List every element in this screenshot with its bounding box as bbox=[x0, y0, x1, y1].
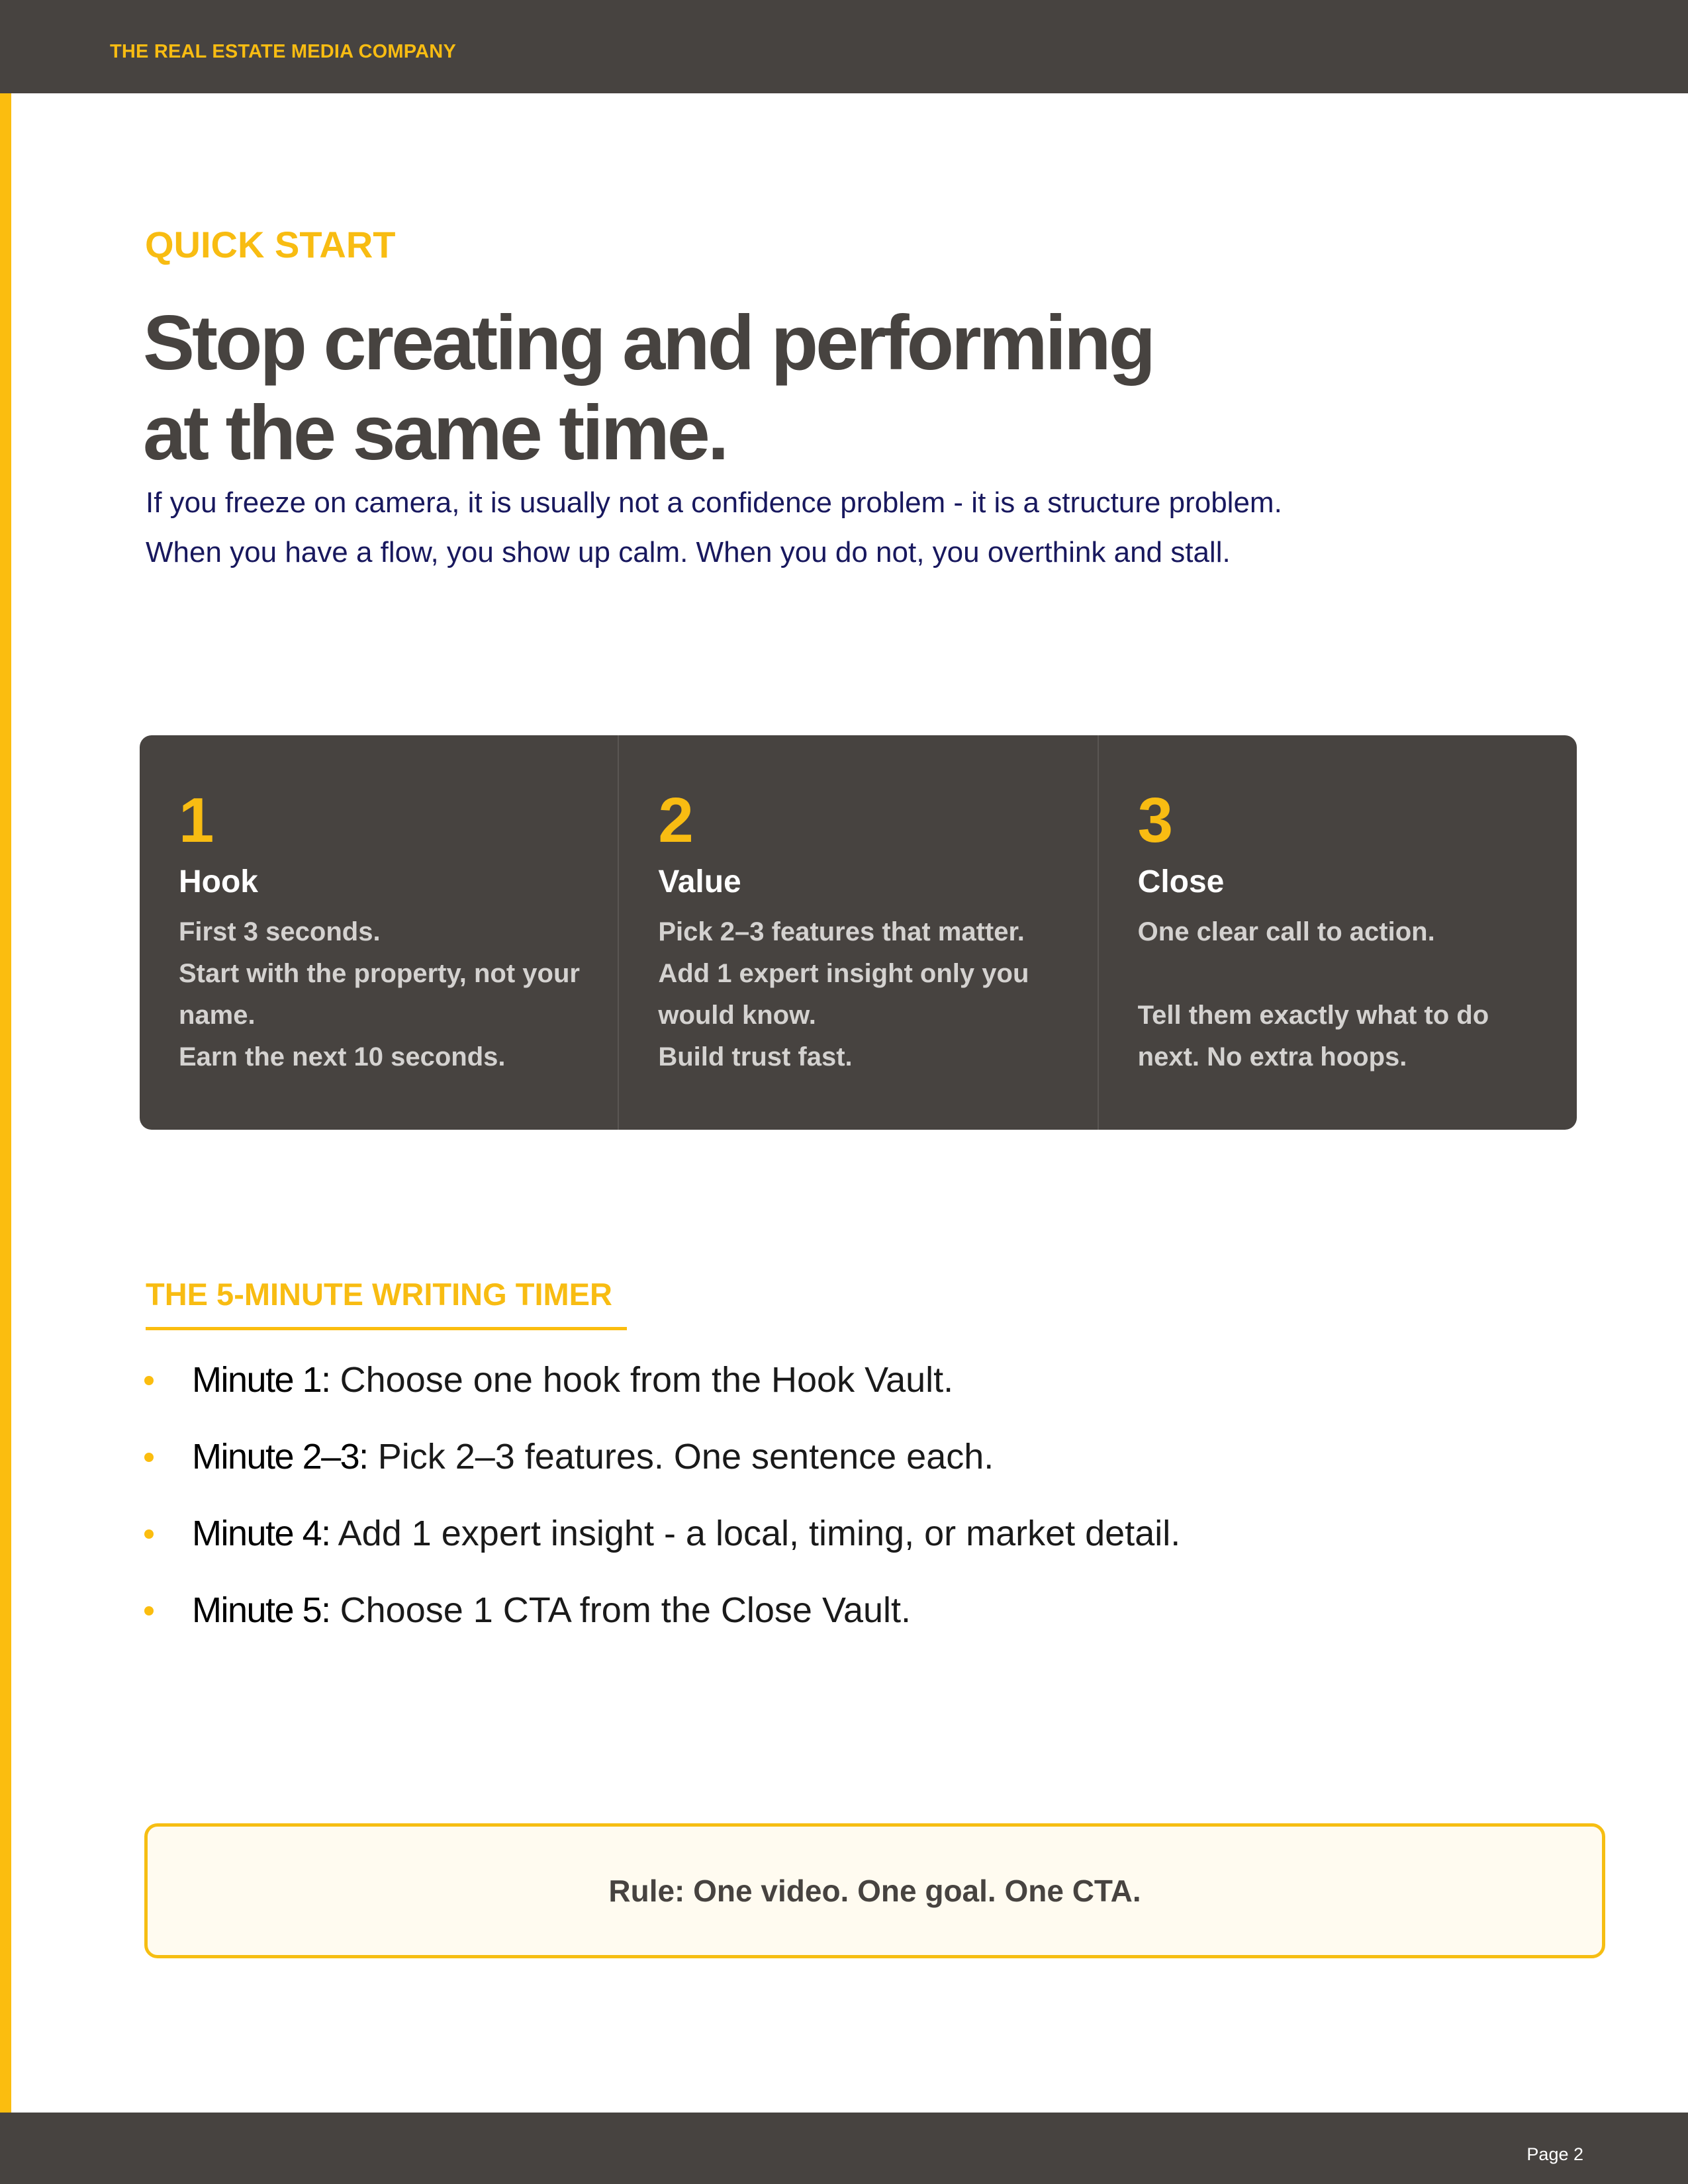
step-description: First 3 seconds. Start with the property, not your name. Earn the next 10 seconds. bbox=[179, 917, 580, 1071]
footer-bar bbox=[0, 2113, 1688, 2184]
bullet-dot-icon bbox=[144, 1453, 154, 1462]
item-label: Minute 4: bbox=[192, 1514, 330, 1553]
title-line-2: at the same time. bbox=[143, 389, 727, 476]
item-text: Pick 2–3 features. One sentence each. bbox=[367, 1437, 994, 1477]
steps-panel bbox=[140, 735, 1577, 1130]
step-close bbox=[1098, 735, 1577, 1130]
brand-name: THE REAL ESTATE MEDIA COMPANY bbox=[110, 41, 456, 62]
list-item bbox=[144, 1353, 1180, 1430]
bullet-dot-icon bbox=[144, 1529, 154, 1539]
item-text: Add 1 expert insight - a local, timing, or market detail. bbox=[330, 1514, 1181, 1553]
timer-list bbox=[144, 1353, 1180, 1661]
list-item bbox=[144, 1507, 1180, 1584]
title-line-1: Stop creating and performing bbox=[143, 299, 1154, 386]
intro-paragraph bbox=[146, 478, 1602, 577]
step-title: Value bbox=[658, 864, 741, 899]
bullet-dot-icon bbox=[144, 1376, 154, 1385]
step-title: Hook bbox=[179, 864, 258, 899]
intro-line-1: If you freeze on camera, it is usually not a confidence problem - it is a structure problem. bbox=[146, 486, 1282, 519]
list-item bbox=[144, 1430, 1180, 1507]
rule-text: Rule: One video. One goal. One CTA. bbox=[608, 1874, 1141, 1908]
item-label: Minute 1: bbox=[192, 1360, 330, 1400]
item-text: Choose one hook from the Hook Vault. bbox=[330, 1360, 954, 1400]
bullet-dot-icon bbox=[144, 1606, 154, 1615]
step-title: Close bbox=[1137, 864, 1225, 899]
section-eyebrow: QUICK START bbox=[145, 224, 396, 265]
step-hook bbox=[140, 735, 618, 1130]
left-accent-stripe bbox=[0, 93, 11, 2113]
step-description: Pick 2–3 features that matter. Add 1 expert insight only you would know. Build trust fast. bbox=[658, 917, 1029, 1071]
timer-heading: THE 5-MINUTE WRITING TIMER bbox=[146, 1276, 627, 1330]
step-number: 3 bbox=[1137, 785, 1174, 856]
intro-line-2: When you have a flow, you show up calm. When you do not, you overthink and stall. bbox=[146, 536, 1231, 569]
item-text: Choose 1 CTA from the Close Vault. bbox=[330, 1590, 912, 1630]
rule-callout bbox=[144, 1823, 1605, 1958]
item-label: Minute 5: bbox=[192, 1590, 330, 1630]
page-title bbox=[143, 298, 1401, 478]
step-number: 2 bbox=[658, 785, 694, 856]
item-label: Minute 2–3: bbox=[192, 1437, 368, 1477]
step-description: One clear call to action. Tell them exactly what to do next. No extra hoops. bbox=[1137, 917, 1489, 1071]
step-number: 1 bbox=[179, 785, 214, 856]
step-value bbox=[618, 735, 1097, 1130]
list-item bbox=[144, 1584, 1180, 1661]
page-number: Page 2 bbox=[1526, 2144, 1583, 2164]
